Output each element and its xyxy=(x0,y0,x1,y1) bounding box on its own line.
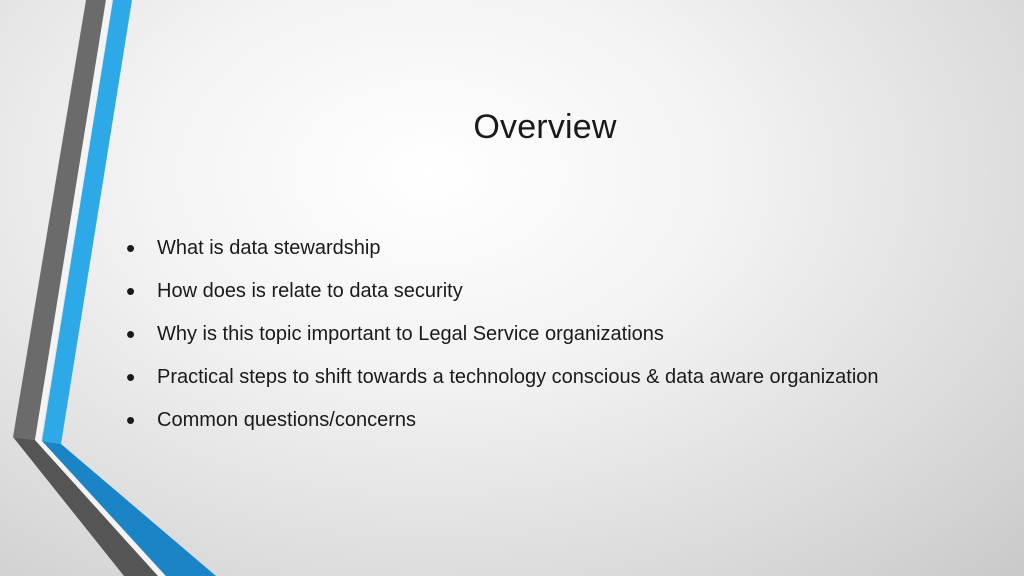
bullet-text: What is data stewardship xyxy=(157,237,381,259)
gray-stripe-lower xyxy=(13,437,158,576)
bullet-dot-icon: • xyxy=(126,319,136,349)
list-item xyxy=(126,233,906,263)
bullet-text: Practical steps to shift towards a technology conscious & data aware organization xyxy=(157,366,879,388)
bullet-text: How does is relate to data security xyxy=(157,280,463,302)
bullet-text: Common questions/concerns xyxy=(157,409,417,431)
bullet-dot-icon: • xyxy=(126,405,136,435)
bullet-dot-icon: • xyxy=(126,233,136,263)
slide-title: Overview xyxy=(473,108,617,146)
list-item xyxy=(126,362,906,392)
list-item xyxy=(126,405,906,435)
list-item xyxy=(126,319,906,349)
bullet-dot-icon: • xyxy=(126,362,136,392)
bullet-text: Why is this topic important to Legal Service organizations xyxy=(157,323,664,345)
white-stripe-upper xyxy=(35,0,112,440)
list-item xyxy=(126,276,906,306)
bullet-list xyxy=(126,233,906,451)
bullet-dot-icon: • xyxy=(126,276,136,306)
white-stripe-lower xyxy=(35,440,165,576)
